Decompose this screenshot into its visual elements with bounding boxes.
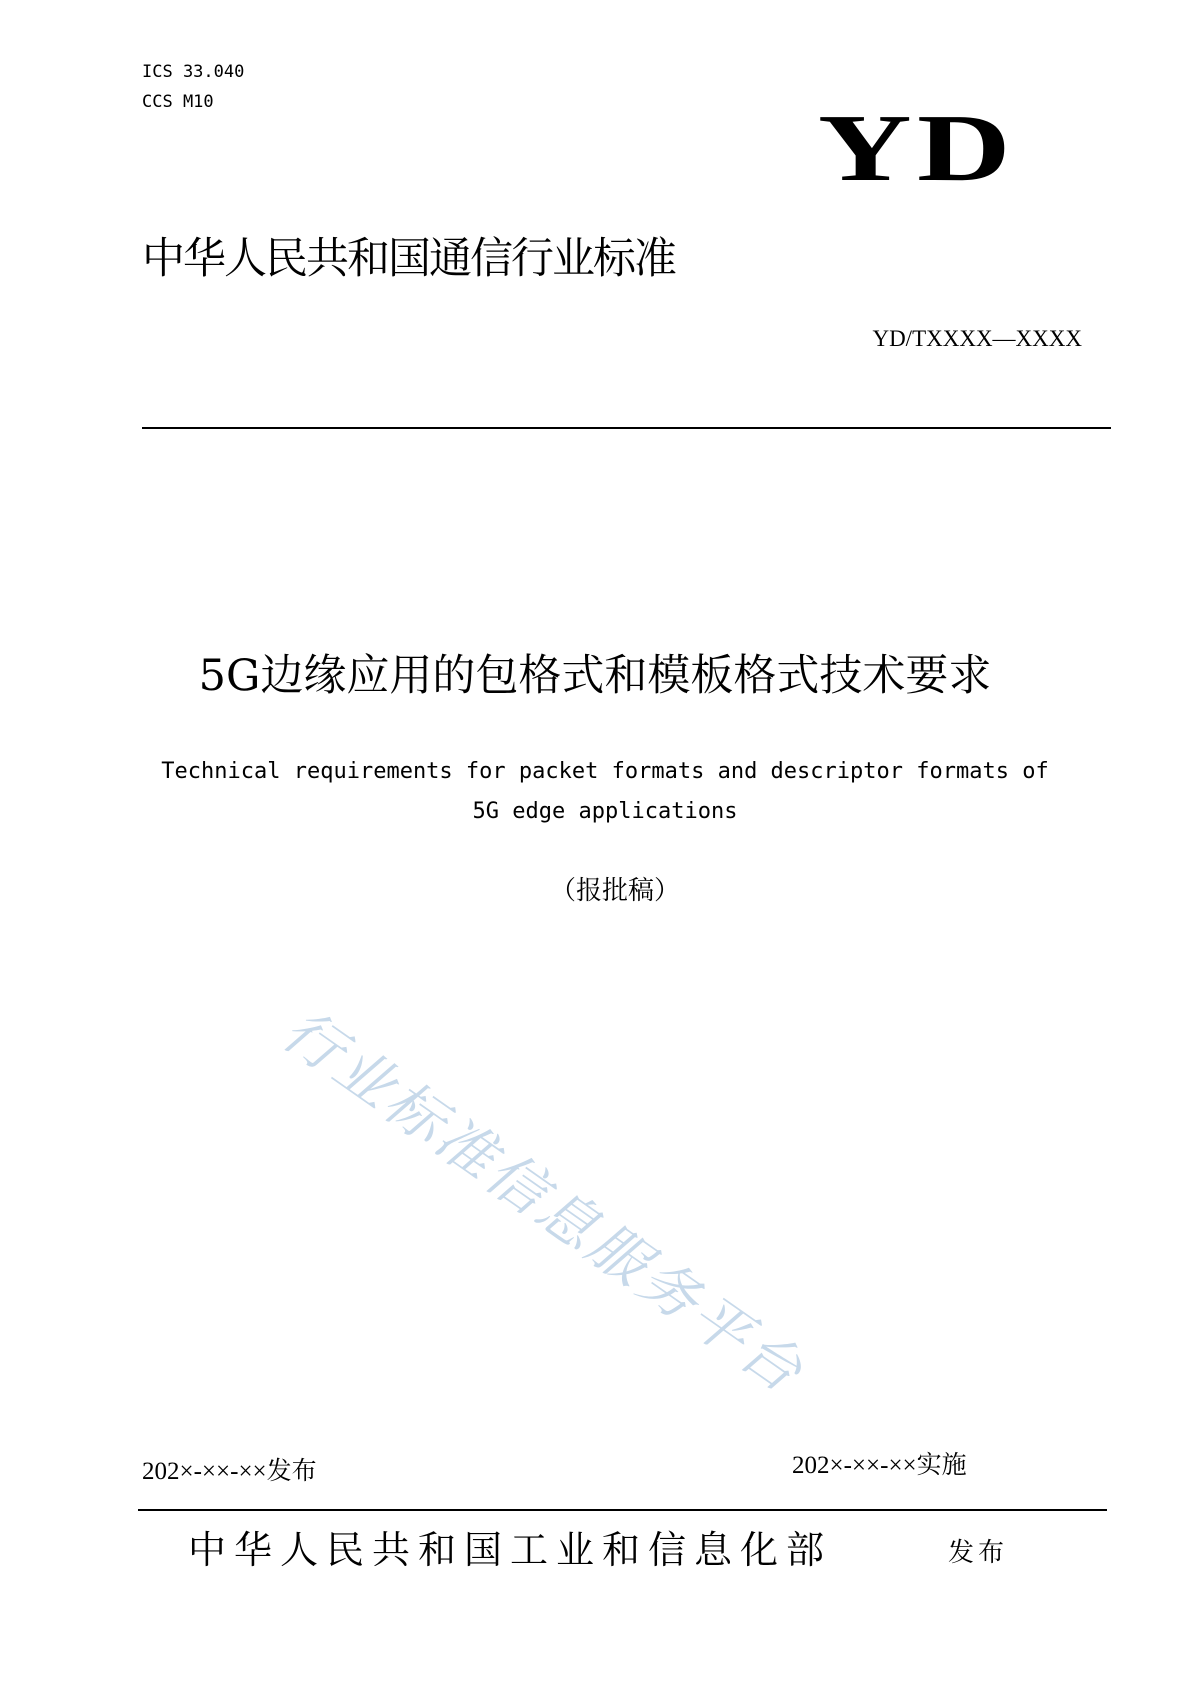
publish-label: 发布 bbox=[948, 1538, 1009, 1568]
header-divider bbox=[142, 427, 1111, 429]
org-standard-title: 中华人民共和国通信行业标准 bbox=[142, 234, 675, 284]
issuing-ministry: 中华人民共和国工业和信息化部 bbox=[188, 1528, 833, 1572]
ics-code: ICS 33.040 bbox=[142, 62, 245, 82]
title-en-line-1: Technical requirements for packet formats and descriptor formats of bbox=[161, 759, 1049, 784]
footer-divider bbox=[138, 1509, 1107, 1511]
document-title-en bbox=[120, 752, 1090, 832]
title-en-line-2: 5G edge applications bbox=[472, 799, 738, 824]
yd-logo: YD bbox=[818, 94, 1016, 201]
implement-date: 202×-××-××实施 bbox=[792, 1452, 967, 1479]
standard-number: YD/TXXXX—XXXX bbox=[872, 326, 1082, 351]
ccs-code: CCS M10 bbox=[142, 92, 214, 112]
draft-status: （报批稿） bbox=[549, 876, 680, 906]
publish-date: 202×-××-××发布 bbox=[142, 1458, 317, 1485]
document-title-zh: 5G边缘应用的包格式和模板格式技术要求 bbox=[198, 651, 992, 701]
watermark: 行业标准信息服务平台 bbox=[270, 995, 818, 1408]
